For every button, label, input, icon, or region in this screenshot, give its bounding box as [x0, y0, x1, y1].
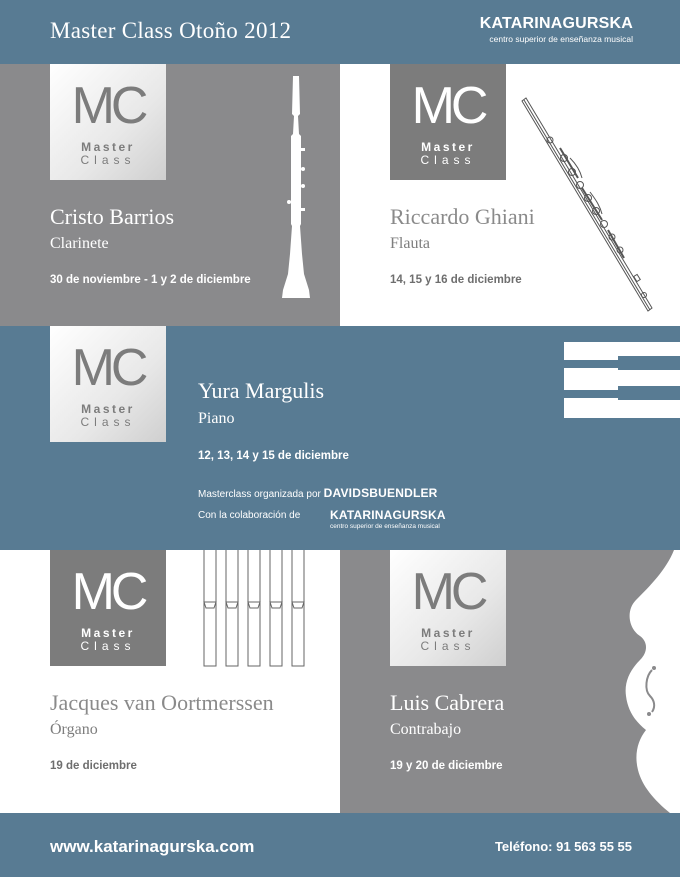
footer-band: [0, 813, 680, 877]
mc-logo-class: Class: [80, 639, 136, 653]
collab-brand-logo: [330, 508, 446, 530]
instrument-name: Contrabajo: [390, 721, 462, 738]
class-panel-organo: [0, 550, 340, 813]
mc-logo-master: Master: [81, 140, 135, 154]
mc-logo-letters: MC: [71, 339, 145, 397]
collab-brand-name: KATARINAGURSKA: [330, 508, 446, 522]
mc-logo: [390, 550, 506, 666]
brand-subtitle: centro superior de enseñanza musical: [489, 34, 633, 44]
mc-logo: [390, 64, 506, 180]
collab-brand-subtitle: centro superior de enseñanza musical: [330, 523, 440, 530]
organ-pipes-icon: [200, 550, 308, 670]
mc-logo-class: Class: [80, 415, 136, 429]
mc-logo-letters: MC: [71, 563, 145, 621]
class-dates: 14, 15 y 16 de diciembre: [390, 274, 522, 286]
mc-logo-class: Class: [80, 153, 136, 167]
instrument-name: Flauta: [390, 235, 430, 252]
class-panel-flauta: [340, 64, 680, 326]
teacher-name: Riccardo Ghiani: [390, 204, 535, 229]
mc-logo: [50, 550, 166, 666]
class-dates: 30 de noviembre - 1 y 2 de diciembre: [50, 274, 251, 286]
mc-logo: [50, 326, 166, 442]
mc-logo: [50, 64, 166, 180]
class-panel-contrabajo: [340, 550, 680, 813]
class-panel-piano: [0, 326, 680, 550]
class-dates: 19 de diciembre: [50, 760, 137, 772]
clarinet-icon: [276, 74, 316, 304]
double-bass-icon: [622, 550, 680, 813]
organizer-name: DAVIDSBUENDLER: [323, 486, 438, 500]
teacher-name: Luis Cabrera: [390, 690, 505, 715]
mc-logo-class: Class: [420, 153, 476, 167]
website-link[interactable]: www.katarinagurska.com: [50, 837, 255, 856]
mc-logo-letters: MC: [71, 77, 145, 135]
mc-logo-letters: MC: [411, 77, 485, 135]
phone-number: Teléfono: 91 563 55 55: [494, 839, 632, 854]
teacher-name: Jacques van Oortmerssen: [50, 690, 274, 715]
class-dates: 19 y 20 de diciembre: [390, 760, 503, 772]
flute-icon: [520, 92, 660, 317]
instrument-name: Órgano: [50, 721, 98, 738]
class-dates: 12, 13, 14 y 15 de diciembre: [198, 450, 349, 462]
teacher-name: Cristo Barrios: [50, 204, 175, 229]
teacher-name: Yura Margulis: [198, 378, 325, 403]
brand-logo: [480, 15, 633, 44]
instrument-name: Piano: [198, 410, 235, 427]
instrument-name: Clarinete: [50, 235, 109, 252]
page-title: Master Class Otoño 2012: [50, 18, 292, 43]
mc-logo-master: Master: [421, 626, 475, 640]
organized-by-line: [198, 486, 438, 500]
piano-keys-icon: [564, 342, 680, 418]
mc-logo-master: Master: [81, 626, 135, 640]
collab-label: Con la colaboración de: [198, 510, 301, 521]
organized-label: Masterclass organizada por: [198, 489, 321, 500]
mc-logo-master: Master: [421, 140, 475, 154]
brand-name: KATARINAGURSKA: [479, 15, 633, 32]
class-panel-clarinete: [0, 64, 340, 326]
header-band: [0, 0, 680, 64]
mc-logo-master: Master: [81, 402, 135, 416]
mc-logo-letters: MC: [411, 563, 485, 621]
mc-logo-class: Class: [420, 639, 476, 653]
